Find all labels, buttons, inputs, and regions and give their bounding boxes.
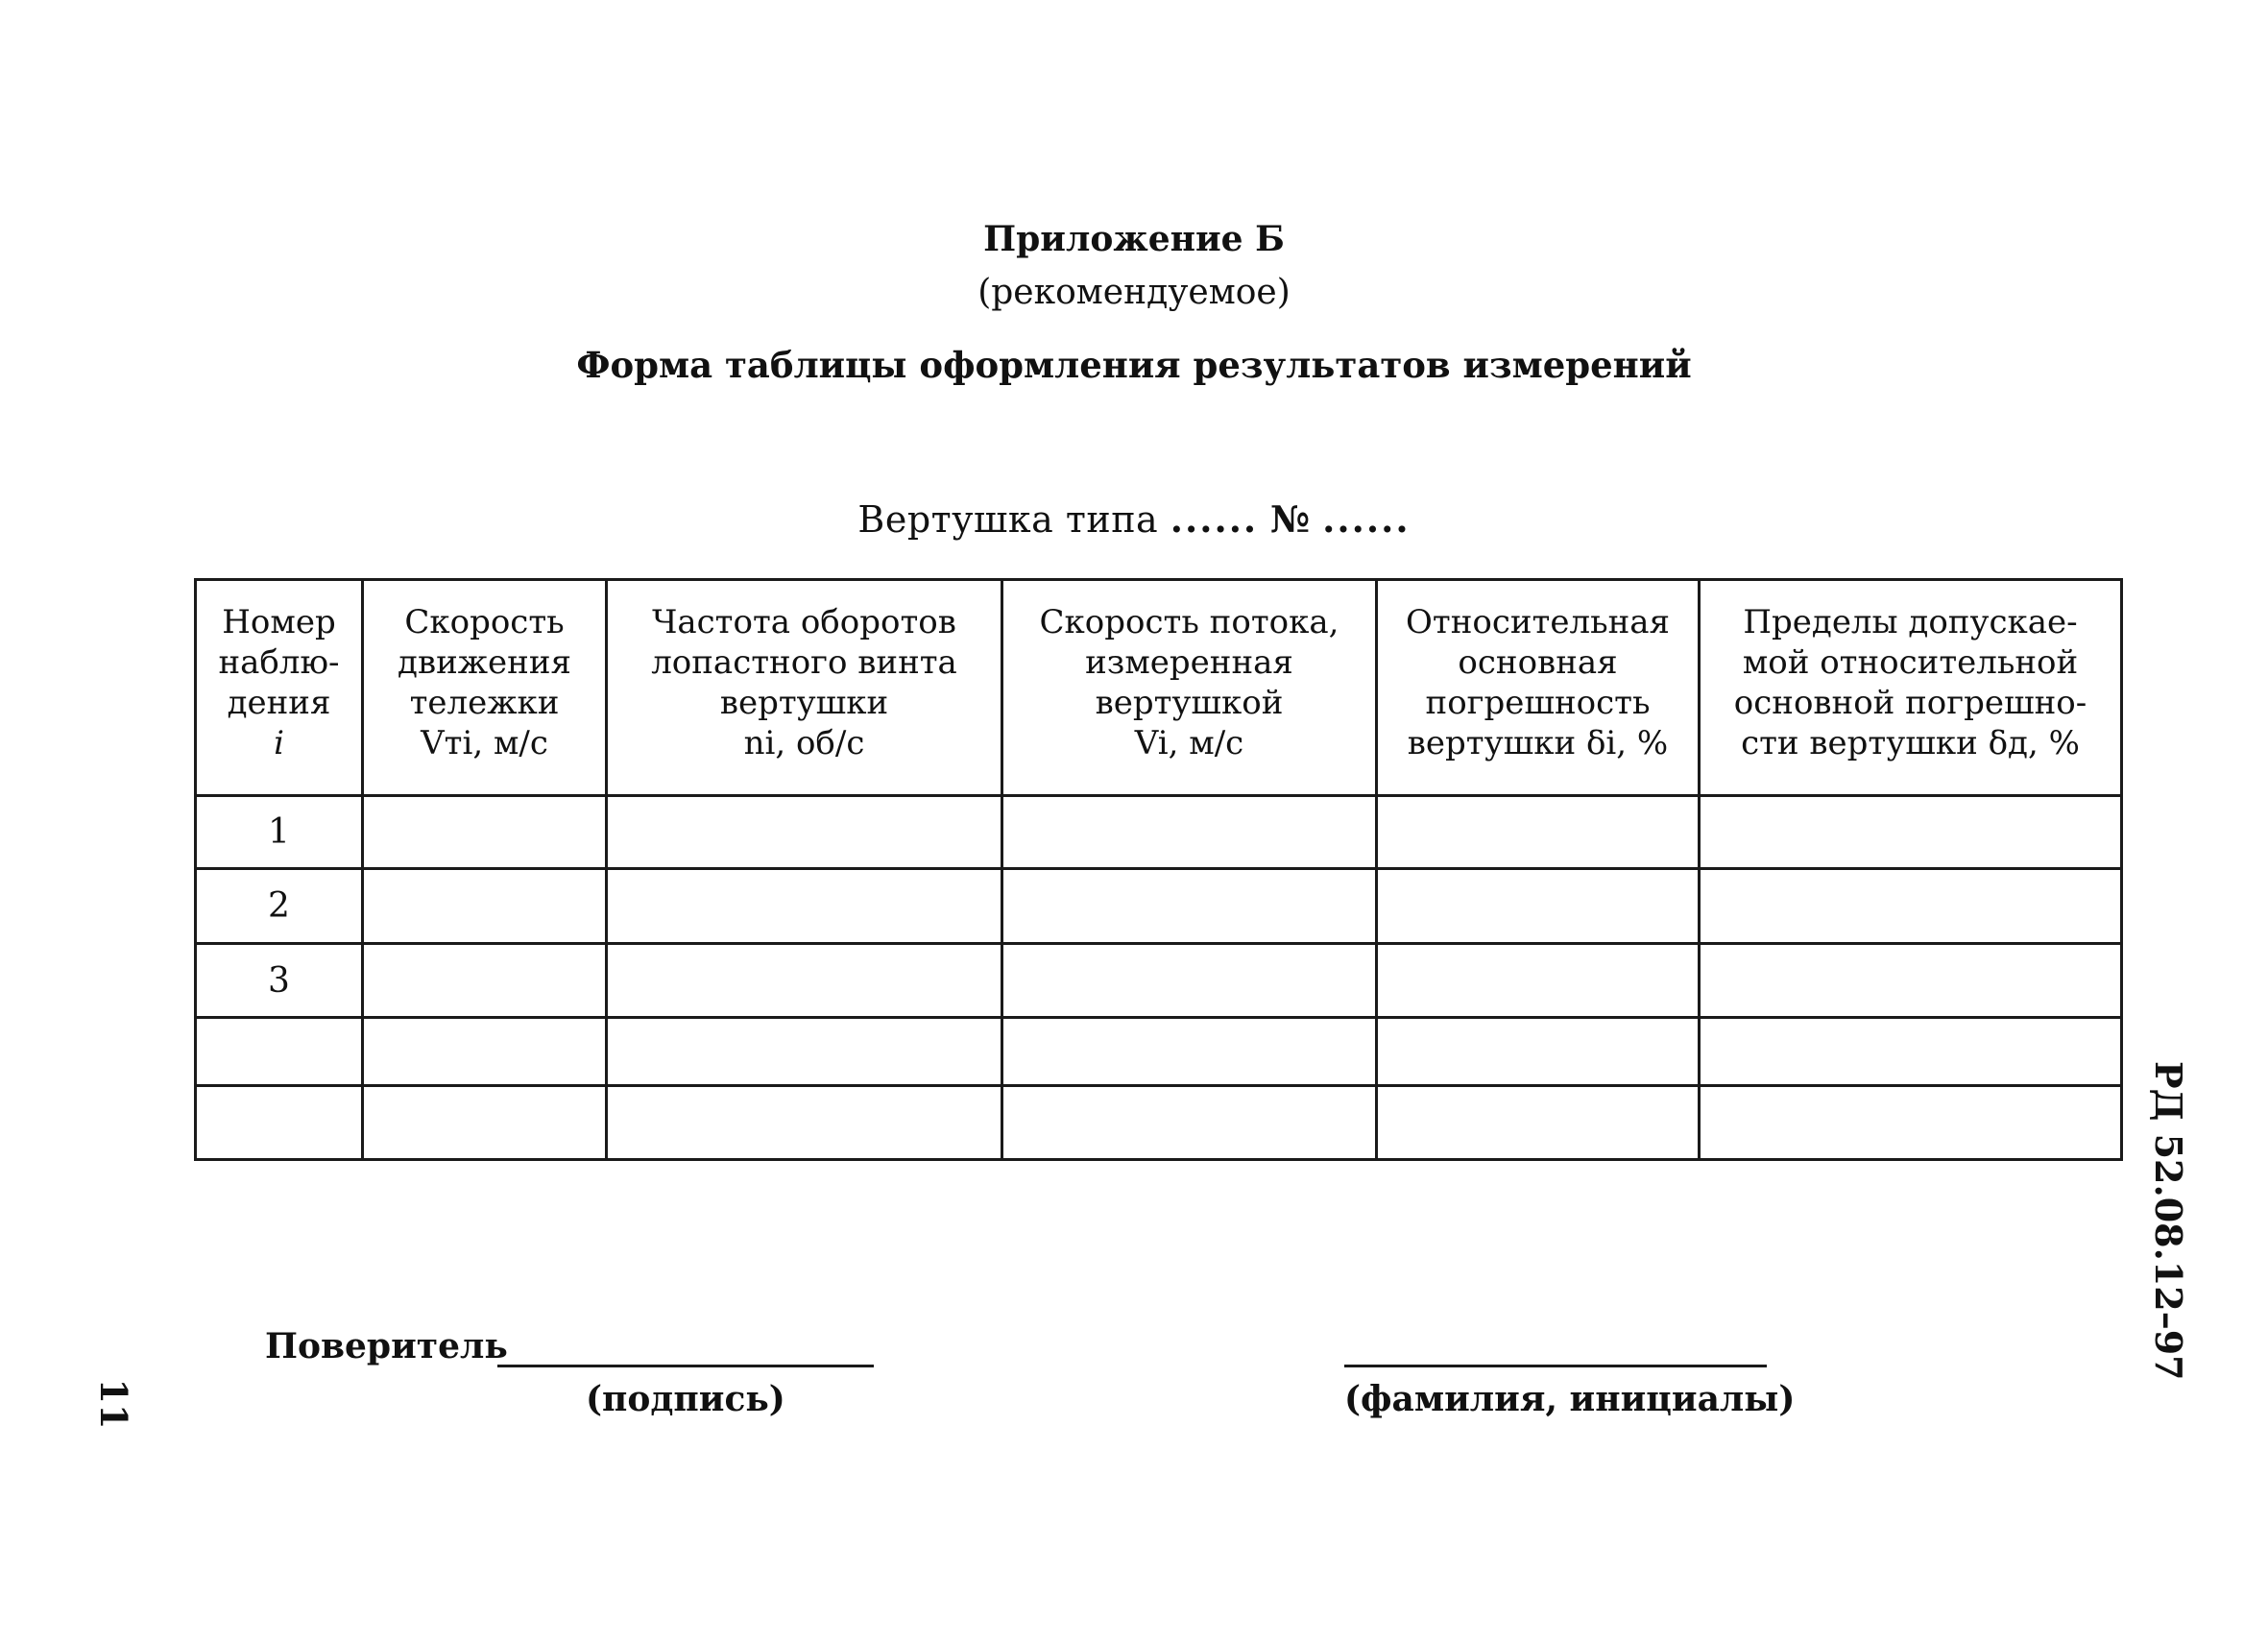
page-number: 11 [92, 1378, 135, 1430]
table-cell[interactable] [1002, 944, 1377, 1018]
table-cell[interactable] [363, 869, 607, 944]
table-cell[interactable] [1002, 869, 1377, 944]
column-header-relative-error: Относительная основная погрешность вертушки δi, % [1377, 580, 1700, 796]
observation-number-cell[interactable] [196, 1018, 363, 1086]
table-cell[interactable] [1700, 944, 2122, 1018]
table-cell[interactable] [607, 1018, 1002, 1086]
column-header-error-limits: Пределы допускае- мой относительной основной погрешно- сти вертушки δд, % [1700, 580, 2122, 796]
table-cell[interactable] [1700, 1086, 2122, 1160]
observation-number-cell: 3 [196, 944, 363, 1018]
signature-caption: (подпись) [586, 1379, 785, 1419]
table-cell[interactable] [363, 1086, 607, 1160]
column-header-carriage-speed: Скорость движения тележки Vтi, м/с [363, 580, 607, 796]
table-row [196, 944, 2122, 1018]
meter-type-blank: ...... [1170, 497, 1259, 541]
name-caption: (фамилия, инициалы) [1344, 1379, 1796, 1419]
table-row [196, 1018, 2122, 1086]
meter-type-label: Вертушка типа [857, 498, 1159, 541]
appendix-title: Приложение Б [983, 219, 1285, 259]
table-cell[interactable] [1377, 869, 1700, 944]
table-cell[interactable] [1002, 1086, 1377, 1160]
signature-field[interactable] [497, 1365, 874, 1367]
results-table [194, 578, 2123, 1161]
meter-number-blank: ...... [1322, 497, 1411, 541]
table-cell[interactable] [1700, 1018, 2122, 1086]
table-cell[interactable] [1377, 796, 1700, 869]
table-cell[interactable] [607, 869, 1002, 944]
meter-type-line [0, 497, 2268, 541]
name-field[interactable] [1344, 1365, 1767, 1367]
table-cell[interactable] [1700, 796, 2122, 869]
appendix-status: (рекомендуемое) [977, 273, 1291, 312]
observation-number-cell: 1 [196, 796, 363, 869]
table-header-row [196, 580, 2122, 796]
table-cell[interactable] [1377, 1086, 1700, 1160]
table-cell[interactable] [1700, 869, 2122, 944]
verifier-label: Поверитель [265, 1326, 508, 1366]
table-cell[interactable] [607, 944, 1002, 1018]
table-cell[interactable] [363, 1018, 607, 1086]
table-row [196, 869, 2122, 944]
column-header-flow-speed: Скорость потока, измеренная вертушкой Vi, м/с [1002, 580, 1377, 796]
column-header-rotation-frequency: Частота оборотов лопастного винта вертушки ni, об/с [607, 580, 1002, 796]
table-row [196, 1086, 2122, 1160]
document-code: РД 52.08.12–97 [2147, 1061, 2190, 1381]
table-cell[interactable] [1002, 1018, 1377, 1086]
table-cell[interactable] [607, 796, 1002, 869]
column-header-observation-number: Номер наблю- дения i [196, 580, 363, 796]
table-cell[interactable] [607, 1086, 1002, 1160]
form-title: Форма таблицы оформления результатов измерений [576, 344, 1692, 386]
table-cell[interactable] [1377, 944, 1700, 1018]
observation-number-cell: 2 [196, 869, 363, 944]
observation-number-cell[interactable] [196, 1086, 363, 1160]
table-cell[interactable] [1377, 1018, 1700, 1086]
number-sign: № [1269, 497, 1311, 541]
table-row [196, 796, 2122, 869]
table-cell[interactable] [363, 944, 607, 1018]
table-cell[interactable] [1002, 796, 1377, 869]
table-cell[interactable] [363, 796, 607, 869]
